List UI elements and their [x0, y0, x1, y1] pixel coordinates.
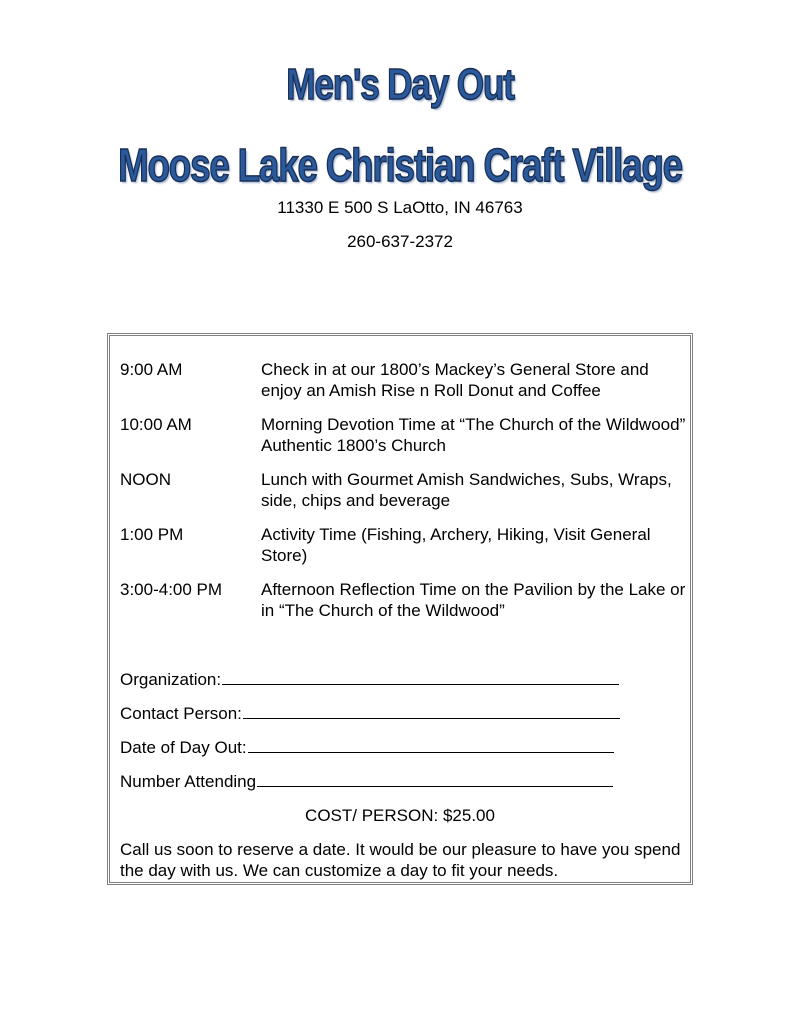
date-label: Date of Day Out: [120, 738, 247, 757]
schedule-description: Activity Time (Fishing, Archery, Hiking, Visit General Store) [261, 525, 651, 565]
schedule-description: Afternoon Reflection Time on the Pavilion by the Lake or in “The Church of the Wildwood” [261, 580, 686, 620]
schedule-description: Morning Devotion Time at “The Church of the Wildwood” Authentic 1800’s Church [261, 415, 686, 455]
schedule-time: NOON [120, 470, 171, 489]
contact-person-label: Contact Person: [120, 704, 242, 723]
contact-person-field[interactable] [120, 703, 620, 724]
date-field[interactable] [120, 737, 614, 758]
page-title: Men's Day Out [286, 60, 514, 109]
number-attending-label: Number Attending [120, 772, 257, 791]
schedule-time: 9:00 AM [120, 360, 183, 379]
organization-field[interactable] [120, 669, 619, 690]
cost-per-person: COST/ PERSON: $25.00 [305, 806, 495, 825]
number-attending-blank[interactable] [257, 772, 613, 787]
schedule-time: 1:00 PM [120, 525, 184, 544]
schedule-time: 3:00-4:00 PM [120, 580, 223, 599]
contact-person-blank[interactable] [243, 704, 620, 719]
schedule-time: 10:00 AM [120, 415, 192, 434]
schedule-description: Check in at our 1800’s Mackey’s General Store and enjoy an Amish Rise n Roll Donut and Coffee [261, 360, 649, 400]
date-blank[interactable] [248, 738, 614, 753]
venue-title: Moose Lake Christian Craft Village [118, 139, 682, 191]
closing-message: Call us soon to reserve a date. It would be our pleasure to have you spend the day with us. We can customize a day to fit your needs. [120, 840, 681, 880]
phone-number: 260-637-2372 [347, 232, 453, 251]
schedule-box [107, 333, 693, 885]
schedule-description: Lunch with Gourmet Amish Sandwiches, Subs, Wraps, side, chips and beverage [261, 470, 672, 510]
organization-label: Organization: [120, 670, 222, 689]
organization-blank[interactable] [222, 670, 619, 685]
number-attending-field[interactable] [120, 771, 613, 792]
address: 11330 E 500 S LaOtto, IN 46763 [277, 198, 523, 217]
